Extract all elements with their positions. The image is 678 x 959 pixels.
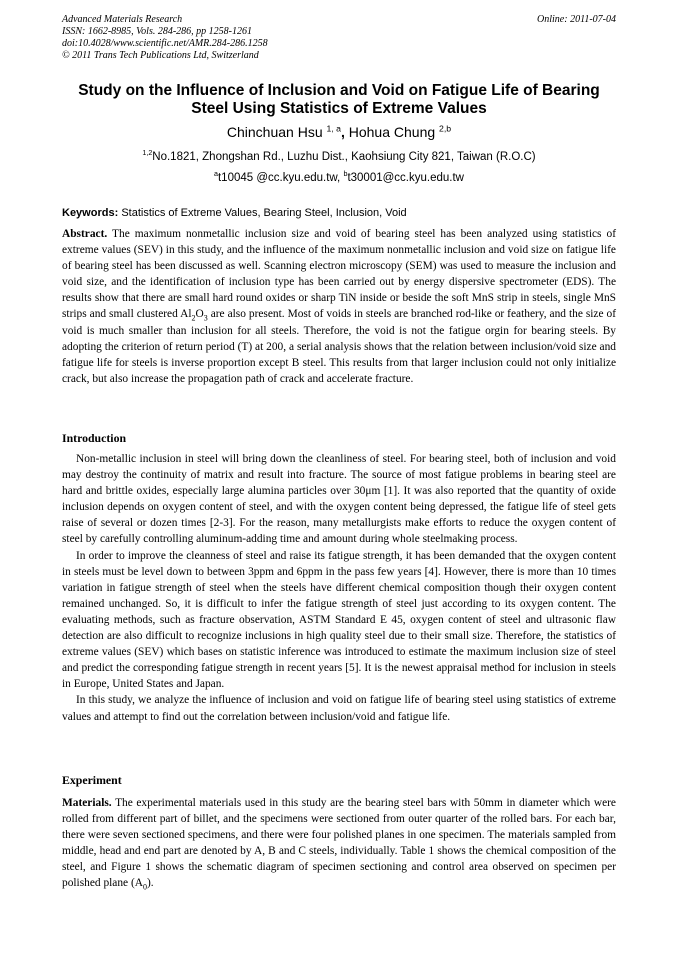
affiliation [62, 150, 616, 164]
journal-name: Advanced Materials Research [62, 14, 183, 25]
intro-paragraph-2: In order to improve the cleanness of steel and raise its fatigue strength, it has been demanded that the oxygen content in steels must be level down to between 3ppm and 6ppm in the pass few years [4]. However, there is more than 10 times variation in fatigue strength of steel when the steels have different chemical composition though their oxygen content remained unchanged. So, it is difficult to infer the fatigue strength of steel just according to its oxygen content. The evaluating methods, such as fracture observation, ASTM Standard E 45, oxygen content of steel and ultrasonic flaw detection are also difficult to recognize inclusions in high quality steel due to their small size. Therefore, the statistics of extreme values (SEV) which bases on statistic inference was introduced to estimate the maximum inclusion size of steel and predict the corresponding fatigue strength in recent years [5]. It is the newest appraisal method for inclusion in steels in Europe, United States and Japan. [62, 549, 616, 691]
email-a: t10045 @cc.kyu.edu.tw, [217, 172, 341, 184]
affiliation-marker: 1,2 [142, 149, 153, 158]
abstract [62, 226, 616, 387]
affiliation-address: No.1821, Zhongshan Rd., Luzhu Dist., Kaohsiung City 821, Taiwan (R.O.C) [152, 151, 536, 163]
title-line-1: Study on the Influence of Inclusion and Void on Fatigue Life of Bearing [78, 82, 600, 99]
author-1-affiliation: 1, a [326, 123, 341, 134]
author-list [62, 124, 616, 141]
author-separator: , [340, 124, 345, 140]
materials-text: The experimental materials used in this study are the bearing steel bars with 50mm in diameter which were rolled from different part of billet, and the specimens were sectioned from outer quarter of the rolled bars. For each bar, there were seven sectioned specimens, and there were four polished planes in one specimen. The materials sampled from middle, head and end part are denoted by A, B and C steels, individually. Table 1 shows the chemical composition of the steel, and Figure 1 shows the schematic diagram of specimen sectioning and control area observed on specimen per polished plane (A [62, 797, 616, 890]
email-b-marker: b [343, 170, 348, 179]
keywords [62, 206, 616, 220]
copyright-line: © 2011 Trans Tech Publications Ltd, Switzerland [62, 50, 259, 61]
abstract-sub-1: 2 [191, 313, 196, 323]
experiment-body [62, 795, 616, 892]
author-2: Hohua Chung [348, 124, 436, 140]
abstract-sub-2: 3 [203, 313, 208, 323]
journal-header [62, 14, 616, 62]
materials-label: Materials. [62, 797, 112, 809]
abstract-label: Abstract. [62, 228, 108, 240]
abstract-text-2: O [195, 308, 204, 321]
introduction-heading: Introduction [62, 431, 127, 445]
paper-title [62, 82, 616, 118]
author-1: Chinchuan Hsu [226, 124, 323, 140]
keywords-label: Keywords: [62, 207, 119, 219]
issn-line: ISSN: 1662-8985, Vols. 284-286, pp 1258-1261 [62, 26, 252, 37]
author-2-affiliation: 2,b [439, 123, 452, 134]
keywords-text: Statistics of Extreme Values, Bearing Steel, Inclusion, Void [121, 207, 407, 219]
abstract-text-3: are also present. Most of voids in steels are branched rod-like or feathery, and the size of void is much smaller than inclusion for all steels. Therefore, the void is not the fatigue orgin for bearing steels. By adopting the criterion of return period (T) at 200, a serial analysis shows that the relation between inclusion/void size and fatigue life for steels is inverse proportion except B steel. This results from that larger inclusion could not only initialize crack, but also increase the propagation path of crack and accelerate fracture. [62, 308, 616, 385]
intro-paragraph-3: In this study, we analyze the influence of inclusion and void on fatigue life of bearing steel using statistics of extreme values and attempt to find out the correlation between inclusion/void and fatigue life. [62, 694, 616, 723]
doi-line: doi:10.4028/www.scientific.net/AMR.284-286.1258 [62, 38, 268, 49]
materials-sub: 0 [142, 882, 147, 892]
email-a-marker: a [214, 170, 218, 179]
abstract-text-1: The maximum nonmetallic inclusion size and void of bearing steel has been analyzed using statistics of extreme values (SEV) in this study, and the influence of the maximum nonmetallic inclusion and void size on fatigue life of bearing steel has been discussed as well. Scanning electron microscopy (SEM) was used to measure the inclusion and void size, and the identification of inclusion type has been carried out by energy dispersive spectrometer (EDS). The results show that there are small hard round oxides or sharp TiN inside or beside the soft MnS strip in steels, single MnS strips and small clustered Al [62, 228, 616, 321]
materials-end: ). [146, 877, 154, 890]
author-emails [62, 171, 616, 185]
email-b: t30001@cc.kyu.edu.tw [347, 172, 464, 184]
title-line-2: Steel Using Statistics of Extreme Values [191, 100, 487, 117]
introduction-body [62, 451, 616, 725]
online-date: Online: 2011-07-04 [537, 14, 616, 25]
experiment-heading: Experiment [62, 773, 122, 787]
intro-paragraph-1: Non-metallic inclusion in steel will bring down the cleanliness of steel. For bearing steel, both of inclusion and void may destroy the continuity of matrix and result into fracture. The source of most fatigue problems in bearing steel are hard and brittle oxides, especially large alumina particles over 30μm [1]. It was also reported that the quantity of oxide inclusion depends on oxygen content of steel, and with the oxygen content being depressed, the fatigue life of steel gets raise of several or dozen times [2-3]. For the reason, many metallurgists make efforts to reduce the oxygen content of steel by carefully controlling aluminum-adding time and amount during whole steelmaking process. [62, 453, 616, 546]
